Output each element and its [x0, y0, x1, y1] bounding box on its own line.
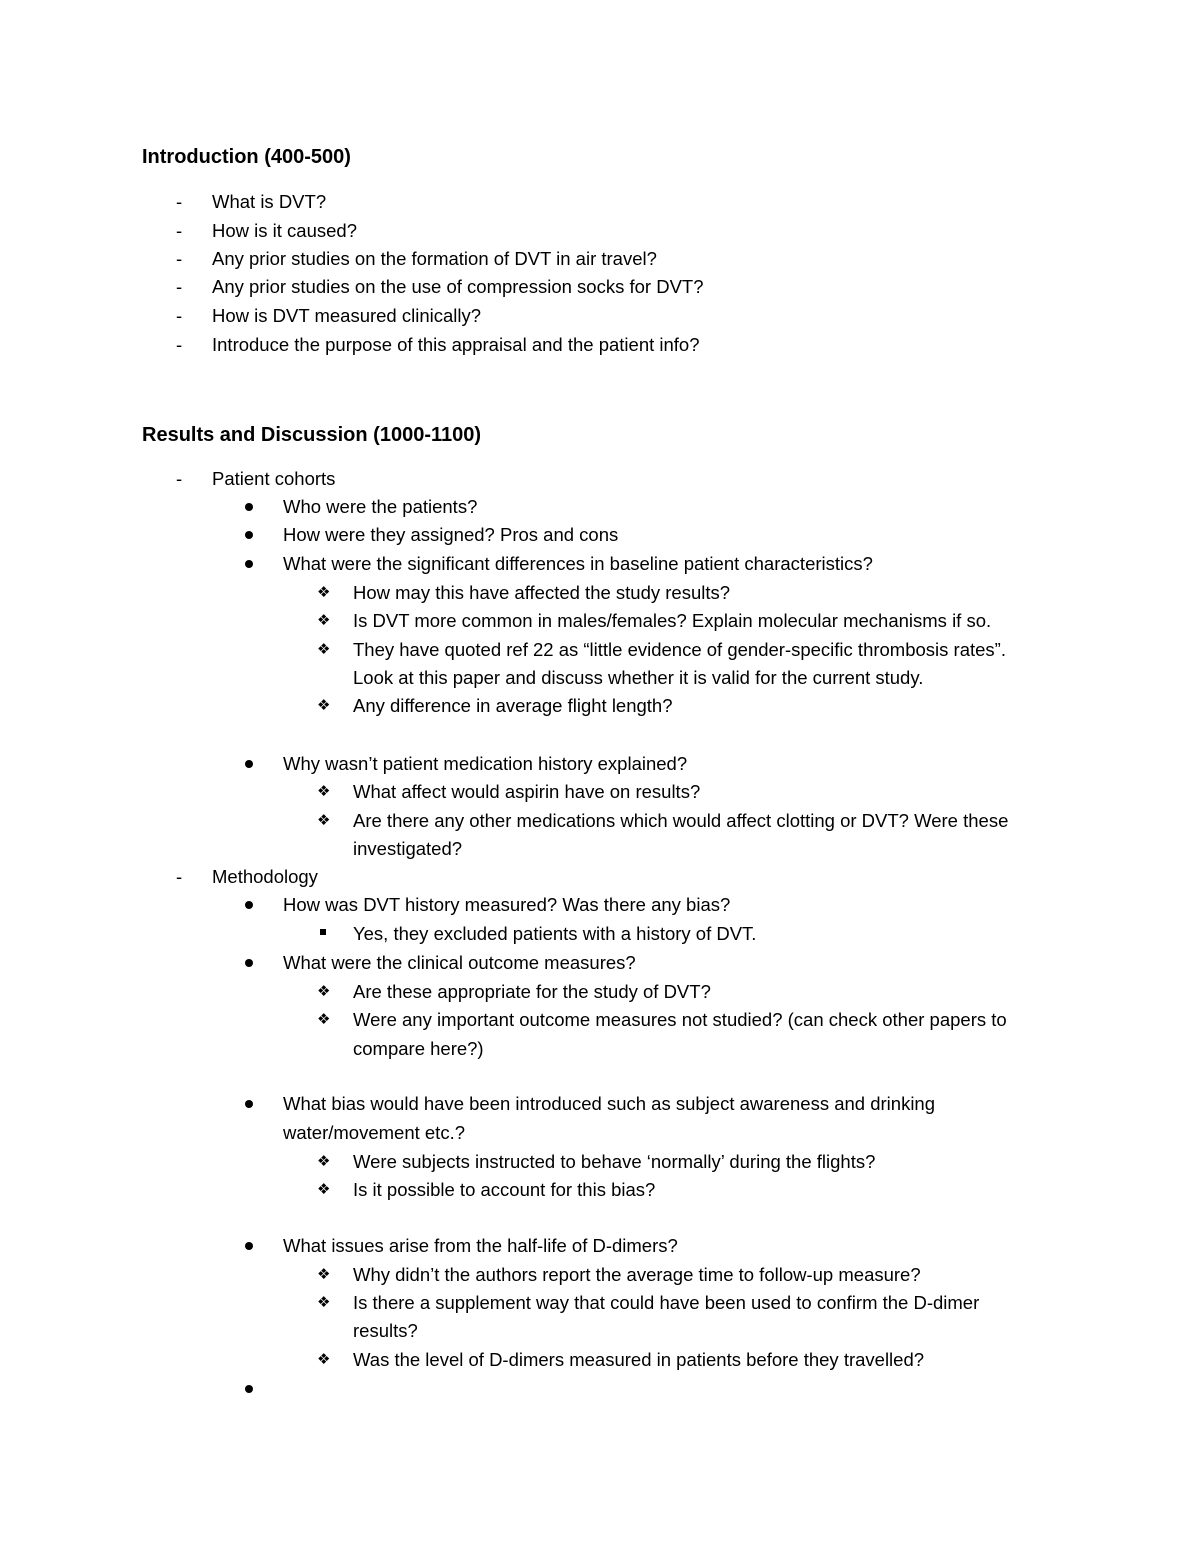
patient-cohorts-label: Patient cohorts [212, 468, 336, 489]
list-item-text-continued: results? [353, 1320, 418, 1341]
list-item-text: What bias would have been introduced such as subject awareness and drinking [283, 1093, 936, 1114]
list-item-text-continued: investigated? [353, 838, 463, 859]
list-item-text: How were they assigned? Pros and cons [283, 524, 619, 545]
diamond-bullet-icon: ❖ [317, 641, 331, 658]
diamond-bullet-icon: ❖ [317, 1294, 331, 1311]
round-bullet-icon [245, 1090, 269, 1118]
dash-bullet-icon: - [176, 468, 183, 489]
dash-bullet-icon: - [176, 866, 183, 887]
introduction-heading: Introduction (400-500) [142, 146, 351, 168]
diamond-bullet-icon: ❖ [317, 983, 331, 1000]
round-bullet-icon [245, 750, 269, 778]
list-item-text: Any prior studies on the formation of DVT in air travel? [212, 248, 657, 269]
list-item-text-continued: compare here?) [353, 1038, 484, 1059]
list-item-text: How is DVT measured clinically? [212, 305, 482, 326]
list-item-text: Why wasn’t patient medication history explained? [283, 753, 688, 774]
results-heading: Results and Discussion (1000-1100) [142, 424, 482, 446]
list-item-text-continued: water/movement etc.? [283, 1122, 465, 1143]
list-item-text: How is it caused? [212, 220, 357, 241]
list-item-text: What issues arise from the half-life of D-dimers? [283, 1235, 678, 1256]
list-item-text: Were any important outcome measures not studied? (can check other papers to [353, 1009, 1007, 1030]
dash-bullet-icon: - [176, 334, 183, 355]
dash-bullet-icon: - [176, 248, 183, 269]
list-item-text: Who were the patients? [283, 496, 478, 517]
diamond-bullet-icon: ❖ [317, 812, 331, 829]
methodology-label: Methodology [212, 866, 318, 887]
dash-bullet-icon: - [176, 220, 183, 241]
list-item-text: Was the level of D-dimers measured in patients before they travelled? [353, 1349, 925, 1370]
list-item-text: How was DVT history measured? Was there any bias? [283, 894, 731, 915]
list-item-text: Introduce the purpose of this appraisal and the patient info? [212, 334, 700, 355]
diamond-bullet-icon: ❖ [317, 1266, 331, 1283]
diamond-bullet-icon: ❖ [317, 1181, 331, 1198]
list-item-text: Any difference in average flight length? [353, 695, 673, 716]
list-item-text: What were the significant differences in baseline patient characteristics? [283, 553, 873, 574]
list-item-text: Any prior studies on the use of compression socks for DVT? [212, 276, 704, 297]
round-bullet-icon [245, 493, 269, 521]
list-item-text: Is DVT more common in males/females? Explain molecular mechanisms if so. [353, 610, 992, 631]
list-item-text: How may this have affected the study results? [353, 582, 731, 603]
list-item-text: Is there a supplement way that could have been used to confirm the D-dimer [353, 1292, 980, 1313]
round-bullet-icon [245, 1232, 269, 1260]
round-bullet-icon [245, 521, 269, 549]
diamond-bullet-icon: ❖ [317, 1351, 331, 1368]
list-item-text: What affect would aspirin have on results? [353, 781, 701, 802]
diamond-bullet-icon: ❖ [317, 1153, 331, 1170]
round-bullet-icon [245, 949, 269, 977]
diamond-bullet-icon: ❖ [317, 584, 331, 601]
list-item-text: Are these appropriate for the study of DVT? [353, 981, 711, 1002]
list-item-text: Yes, they excluded patients with a history of DVT. [353, 923, 757, 944]
diamond-bullet-icon: ❖ [317, 783, 331, 800]
list-item-text: They have quoted ref 22 as “little evidence of gender-specific thrombosis rates”. [353, 639, 1006, 660]
list-item-text-continued: Look at this paper and discuss whether it is valid for the current study. [353, 667, 924, 688]
round-bullet-icon [245, 891, 269, 919]
dash-bullet-icon: - [176, 276, 183, 297]
list-item-text: Were subjects instructed to behave ‘normally’ during the flights? [353, 1151, 876, 1172]
list-item-text: Why didn’t the authors report the average time to follow-up measure? [353, 1264, 921, 1285]
list-item-text: What is DVT? [212, 191, 327, 212]
square-bullet-icon [320, 920, 344, 948]
list-item-text: Are there any other medications which would affect clotting or DVT? Were these [353, 810, 1009, 831]
list-item-text: What were the clinical outcome measures? [283, 952, 636, 973]
dash-bullet-icon: - [176, 305, 183, 326]
diamond-bullet-icon: ❖ [317, 697, 331, 714]
diamond-bullet-icon: ❖ [317, 1011, 331, 1028]
round-bullet-icon [245, 550, 269, 578]
list-item-text: Is it possible to account for this bias? [353, 1179, 656, 1200]
round-bullet-icon [245, 1375, 269, 1403]
diamond-bullet-icon: ❖ [317, 612, 331, 629]
dash-bullet-icon: - [176, 191, 183, 212]
